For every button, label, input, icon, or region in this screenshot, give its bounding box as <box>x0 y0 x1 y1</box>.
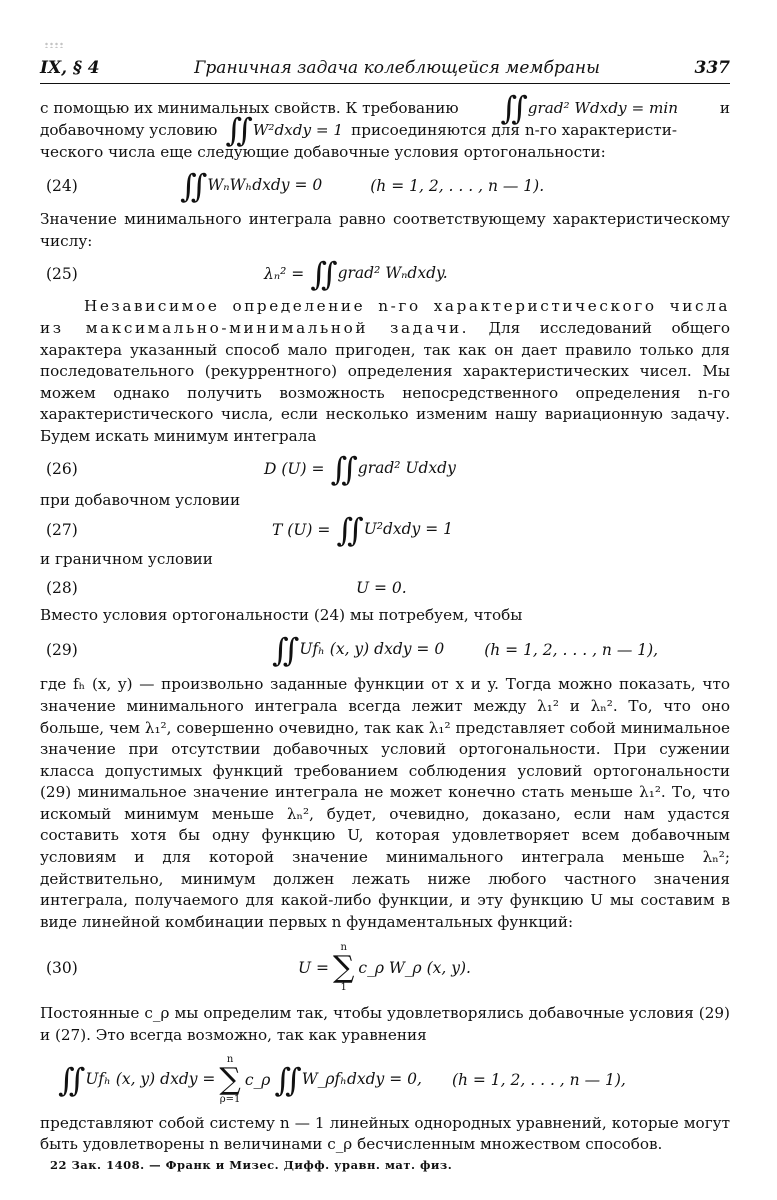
footer-signature: 22 Зак. 1408. — Франк и Мизес. Дифф. уравн. мат. физ. <box>50 1158 453 1172</box>
equation-29 <box>40 626 730 674</box>
equation-body: W_ρfₕdxdy = 0, <box>301 1069 422 1088</box>
text: и <box>719 99 730 118</box>
equation-body: Ufₕ (x, y) dxdy = 0 <box>299 640 445 659</box>
text-28: Вместо условия ортогональности (24) мы потребуем, чтобы <box>40 605 523 624</box>
para5: Постоянные c_ρ мы определим так, чтобы удовлетворялись добавочные условия (29) и (27). Это всегда возможно, так как уравнения <box>40 1004 730 1045</box>
sum-upper-limit: n <box>226 1053 234 1065</box>
equation-31 <box>40 1047 730 1113</box>
equation-condition: (h = 1, 2, . . . , n — 1). <box>370 177 545 196</box>
equation-number: (28) <box>46 578 78 597</box>
equation-body: c_ρ W_ρ (x, y). <box>358 959 471 978</box>
para4: где fₕ (x, y) — произвольно заданные функции от x и y. Тогда можно показать, что значение минимального интеграла всегда лежит между λ₁² и λₙ². То, что оно больше, чем λ₁², совершенно очевидно, так как λ₁² представляет собой минимальное значение при отсутствии добавочных условий ортогональности. При сужении класса допустимых функций требованием соблюдения условий ортогональности (29) минимальное значение интеграла не может конечно стать меньше λ₁². То, что искомый минимум меньше λₙ², будет, очевидно, доказано, если нам удастся составить хотя бы одну функцию U, которая удовлетворяет всем добавочным условиям и для которой значение минимального интеграла меньше λₙ²; действительно, минимум должен лежать ниже любого частного значения интеграла, получаемого для какой-либо функции, и эту функцию U мы составим в виде линейной комбинации первых n фундаментальных функций: <box>40 675 730 931</box>
running-header <box>40 58 730 84</box>
equation-28 <box>40 571 730 605</box>
sum-upper-limit: n <box>340 942 347 954</box>
equation: W²dxdy = 1 <box>252 120 344 139</box>
equation-body: WₙWₕdxdy = 0 <box>207 176 323 195</box>
equation-25 <box>40 252 730 296</box>
double-integral-icon: ∫∫ <box>330 449 352 488</box>
scan-speck <box>44 42 64 48</box>
equation-24 <box>40 163 730 209</box>
equation-lhs: T (U) = <box>272 521 331 540</box>
equation: grad² Wdxdy = min <box>527 99 679 117</box>
text-27: и граничном условии <box>40 550 213 569</box>
double-integral-icon: ∫∫ <box>310 255 332 294</box>
equation-number: (26) <box>46 459 78 478</box>
equation-number: (29) <box>46 641 78 660</box>
equation-body: grad² Udxdy <box>357 458 456 477</box>
double-integral-icon: ∫∫ <box>336 511 358 550</box>
equation-body: grad² Wₙdxdy. <box>337 264 448 283</box>
equation-body: U²dxdy = 1 <box>363 520 454 539</box>
equation-condition: (h = 1, 2, . . . , n — 1), <box>484 641 659 660</box>
equation-lhs: λₙ² = <box>264 265 305 284</box>
running-title: Граничная задача колеблющейся мембраны <box>194 58 600 78</box>
section-label: IX, § 4 <box>40 58 100 78</box>
double-integral-icon: ∫∫ <box>272 631 294 670</box>
paragraph-text: Для исследований общего характера указанный способ мало пригоден, так как он дает правило только для последовательного (рекуррентного) определения характеристических чисел. Мы можем однако получить возможность непосредственного определения n-го характеристического числа, если несколько изменим нашу вариационную задачу. Будем искать минимум интеграла <box>40 318 730 445</box>
equation-number: (30) <box>46 959 78 978</box>
double-integral-icon: ∫∫ <box>180 167 202 206</box>
equation-lhs: U = <box>298 959 329 978</box>
equation-coefficient: c_ρ <box>244 1070 271 1089</box>
double-integral-icon: ∫∫ <box>225 111 247 149</box>
equation-number: (27) <box>46 521 78 540</box>
para1-line3: ческого числа еще следующие добавочные условия ортогональности: <box>40 142 606 161</box>
para3 <box>40 296 730 447</box>
text: добавочному условию <box>40 120 218 139</box>
sum-lower-limit: ρ=1 <box>219 1093 241 1105</box>
equation-lhs: Ufₕ (x, y) dxdy = <box>85 1069 216 1088</box>
sum-lower-limit: 1 <box>340 982 347 994</box>
equation-26 <box>40 448 730 490</box>
text-26: при добавочном условии <box>40 490 241 509</box>
equation-body: U = 0. <box>356 578 407 597</box>
text: с помощью их минимальных свойств. К требованию <box>40 99 459 118</box>
summation-icon: n ∑ 1 <box>332 942 355 994</box>
para6: представляют собой систему n — 1 линейных однородных уравнений, которые могут быть удовлетворены n величинами c_ρ бесчисленным множеством способов. <box>40 1113 730 1154</box>
summation-icon: n ∑ ρ=1 <box>219 1053 241 1105</box>
section-heading: Независимое определение n-го характеристического числа из максимально-минимальной задачи. <box>40 297 730 337</box>
para1-line1 <box>40 89 730 128</box>
double-integral-icon: ∫∫ <box>274 1060 296 1099</box>
equation-number: (25) <box>46 265 78 284</box>
double-integral-icon: ∫∫ <box>58 1060 80 1099</box>
equation-27 <box>40 511 730 549</box>
equation-lhs: D (U) = <box>264 459 325 478</box>
para1-line2 <box>40 111 730 149</box>
para2: Значение минимального интеграла равно соответствующему характеристическому числу: <box>40 210 730 250</box>
text: присоединяются для n-го характеристи- <box>351 120 677 139</box>
equation-30 <box>40 933 730 1003</box>
double-integral-icon: ∫∫ <box>500 89 522 128</box>
page <box>40 58 730 1156</box>
equation-number: (24) <box>46 177 78 196</box>
equation-condition: (h = 1, 2, . . . , n — 1), <box>451 1070 626 1089</box>
page-number: 337 <box>694 58 730 78</box>
